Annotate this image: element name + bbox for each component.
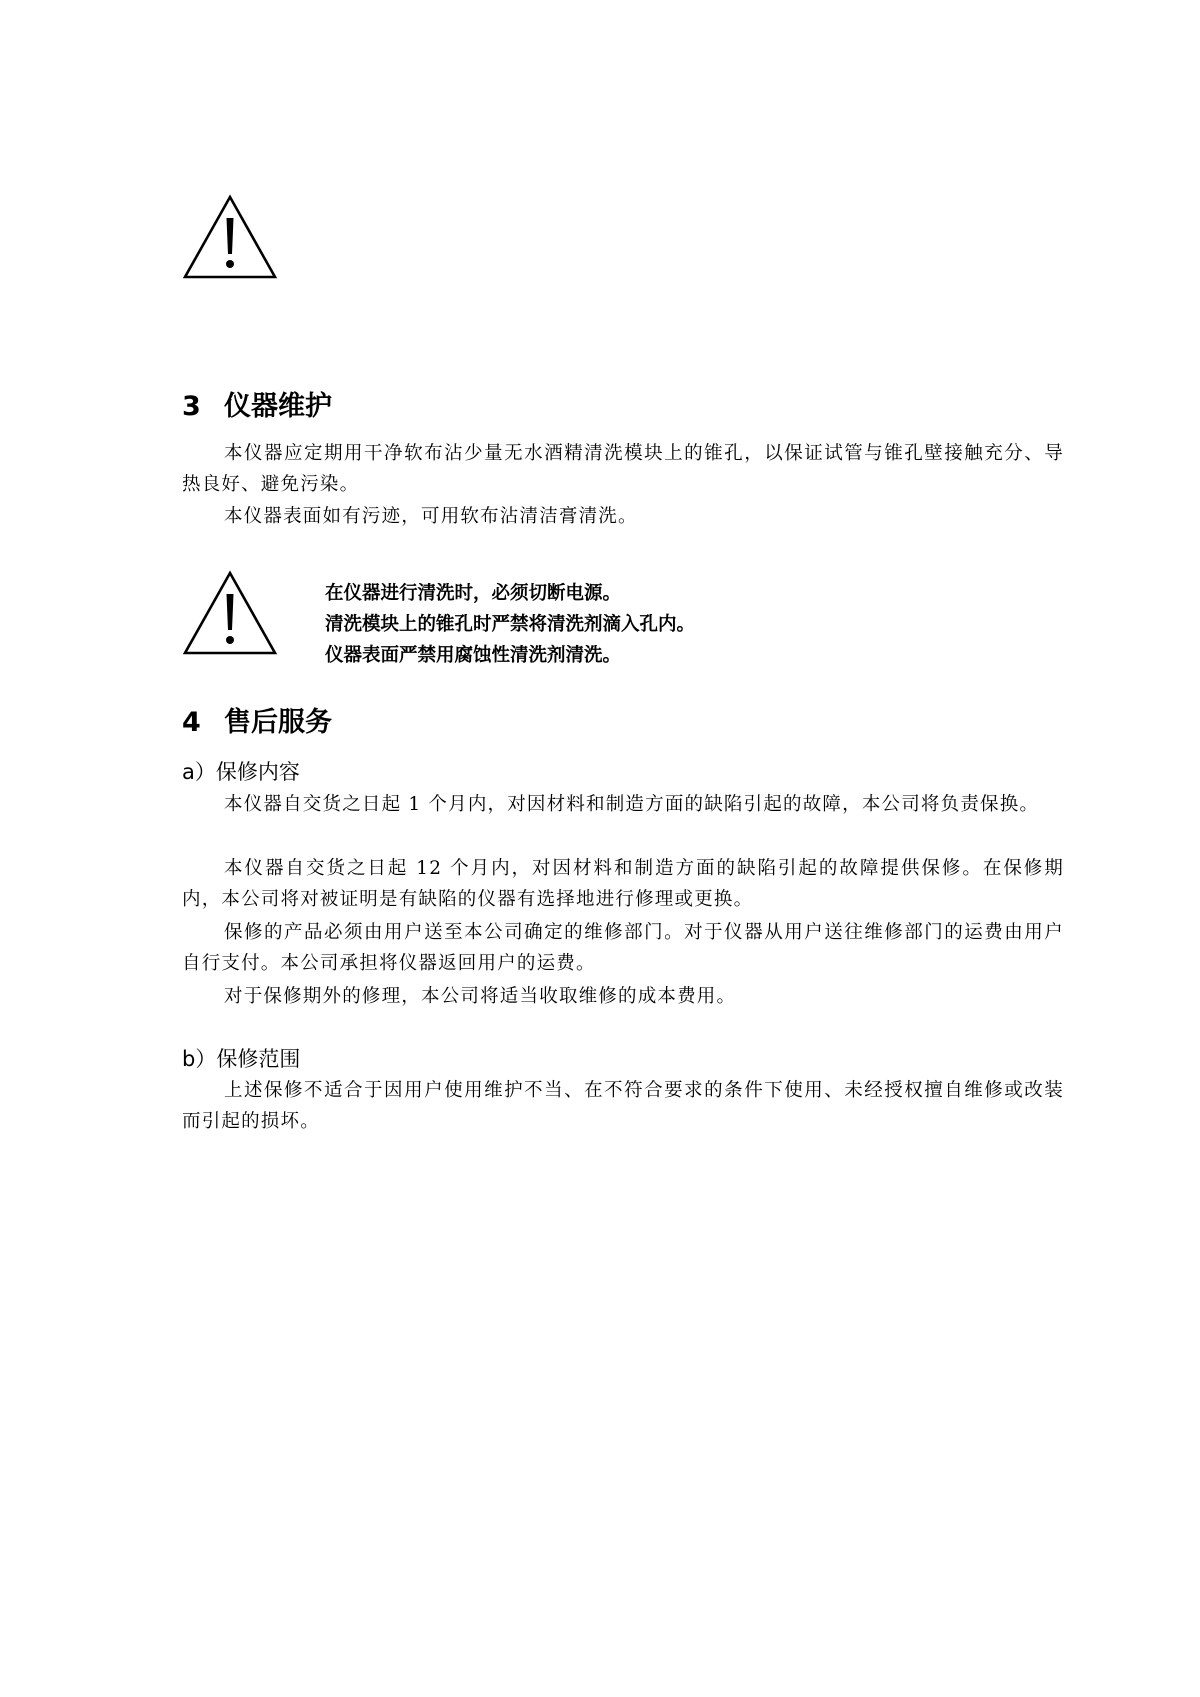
section-4-title: 售后服务: [224, 707, 332, 738]
warranty-scope-heading: b）保修范围: [182, 1047, 301, 1071]
cleaning-warning-line: 在仪器进行清洗时，必须切断电源。: [325, 583, 622, 604]
cleaning-warning-line: 仪器表面严禁用腐蚀性清洗剂清洗。: [325, 645, 622, 666]
section-3-title: 仪器维护: [224, 391, 332, 422]
section-4-number: 4: [182, 707, 201, 738]
warranty-paragraph-1: 本仪器自交货之日起 1 个月内，对因材料和制造方面的缺陷引起的故障，本公司将负责保换。: [224, 794, 1040, 815]
warranty-paragraph-3: 保修的产品必须由用户送至本公司确定的维修部门。对于仪器从用户送往维修部门的运费由用户自行支付。本公司承担将仪器返回用户的运费。: [182, 922, 1064, 974]
section-3-number: 3: [182, 391, 201, 422]
warning-triangle-icon: [182, 194, 278, 280]
warning-triangle-icon: [182, 570, 278, 656]
cleaning-warnings: [325, 578, 695, 671]
cleaning-warning-line: 清洗模块上的锥孔时严禁将清洗剂滴入孔内。: [325, 614, 696, 635]
warranty-content-heading: a）保修内容: [182, 760, 300, 784]
maintenance-paragraph-2: 本仪器表面如有污迹，可用软布沾清洁膏清洗。: [224, 506, 638, 527]
warranty-scope-paragraph: 上述保修不适合于因用户使用维护不当、在不符合要求的条件下使用、未经授权擅自维修或改装而引起的损坏。: [182, 1080, 1064, 1132]
section-4-heading: [182, 706, 332, 740]
maintenance-paragraph-1: 本仪器应定期用干净软布沾少量无水酒精清洗模块上的锥孔，以保证试管与锥孔壁接触充分、导热良好、避免污染。: [182, 443, 1064, 495]
warranty-paragraph-2: 本仪器自交货之日起 12 个月内，对因材料和制造方面的缺陷引起的故障提供保修。在保修期内，本公司将对被证明是有缺陷的仪器有选择地进行修理或更换。: [182, 858, 1064, 910]
warranty-paragraph-4: 对于保修期外的修理，本公司将适当收取维修的成本费用。: [224, 986, 737, 1007]
section-3-heading: [182, 390, 332, 424]
